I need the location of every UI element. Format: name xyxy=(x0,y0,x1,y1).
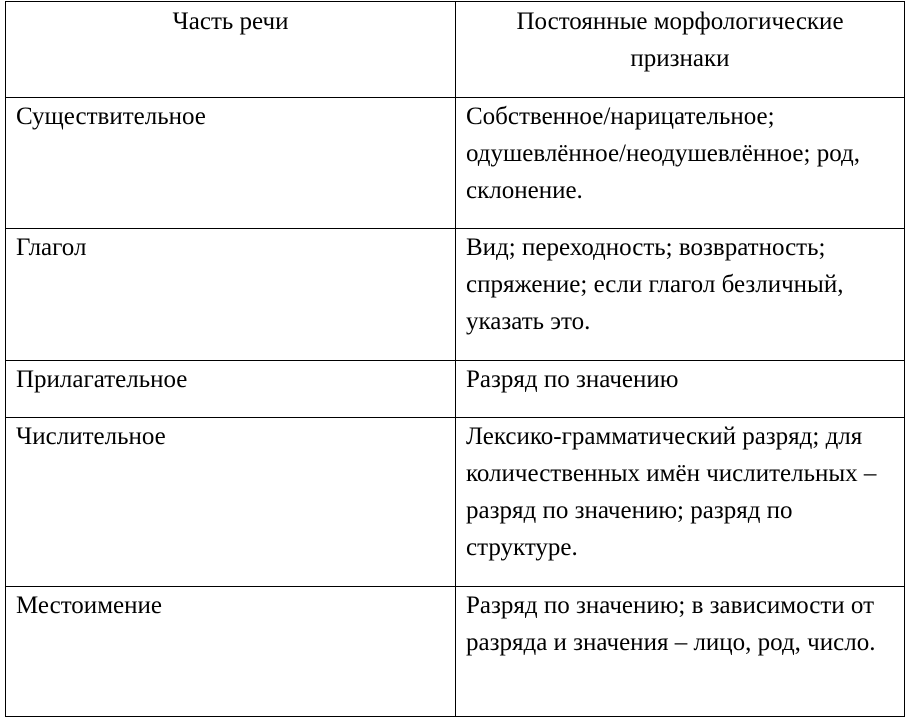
part-of-speech-verb: Глагол xyxy=(16,234,87,261)
cell-part xyxy=(6,587,456,717)
morphology-table xyxy=(5,1,905,717)
header-features-label: Постоянные морфологические признаки xyxy=(516,8,844,72)
part-of-speech-pronoun: Местоимение xyxy=(16,592,162,619)
table-header-row xyxy=(6,2,905,98)
features-verb: Вид; переходность; возвратность; спряжение; если глагол безличный, указать это. xyxy=(466,234,844,335)
header-features xyxy=(456,2,905,98)
cell-part xyxy=(6,361,456,418)
part-of-speech-noun: Существительное xyxy=(16,103,206,130)
cell-part xyxy=(6,98,456,229)
table-row xyxy=(6,418,905,587)
cell-part xyxy=(6,229,456,361)
cell-features xyxy=(456,587,905,717)
part-of-speech-numeral: Числительное xyxy=(16,423,166,450)
features-numeral: Лексико-грамматический разряд; для количественных имён числительных – разряд по значению; разряд по структуре. xyxy=(466,423,877,561)
cell-features xyxy=(456,418,905,587)
features-pronoun: Разряд по значению; в зависимости от разряда и значения – лицо, род, число. xyxy=(466,592,876,656)
header-part-of-speech-label: Часть речи xyxy=(172,8,289,35)
part-of-speech-adjective: Прилагательное xyxy=(16,366,188,393)
features-noun: Собственное/нарицательное; одушевлённое/неодушевлённое; род, склонение. xyxy=(466,103,860,204)
table-row xyxy=(6,587,905,717)
cell-features xyxy=(456,98,905,229)
table-row xyxy=(6,361,905,418)
features-adjective: Разряд по значению xyxy=(466,366,679,393)
cell-part xyxy=(6,418,456,587)
table-row xyxy=(6,98,905,229)
cell-features xyxy=(456,229,905,361)
header-part-of-speech xyxy=(6,2,456,98)
table-row xyxy=(6,229,905,361)
cell-features xyxy=(456,361,905,418)
